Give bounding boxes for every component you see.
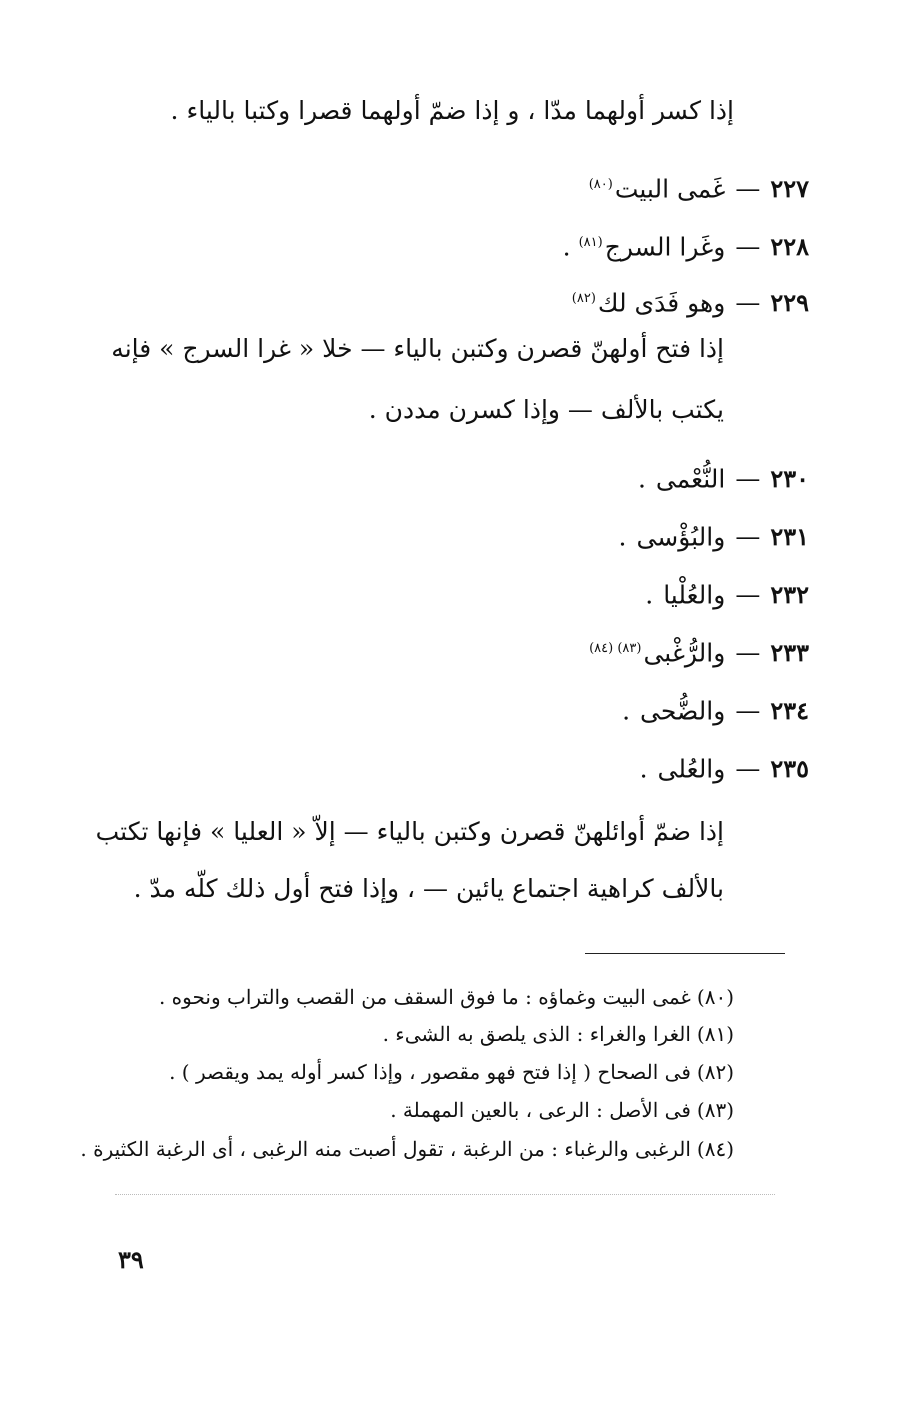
entry-235: ٢٣٥—والعُلى . [639,754,809,784]
entry-end: . [645,580,662,610]
page-number: ٣٩ [118,1245,144,1274]
para2-line1: إذا ضمّ أوائلهنّ قصرن وكتبن بالياء — إلاّ « العليا » فإنها تكتب [95,817,724,846]
footnote-83 [390,1096,734,1124]
footnote-text: الغرا والغراء : الذى يلصق به الشىء . [382,1022,691,1046]
entry-231: ٢٣١—والبُؤْسى . [618,522,809,552]
footnote-number: (٨٤) [696,1137,734,1161]
entry-word: النُّعْمى [655,464,726,494]
entry-number: ٢٣١ [770,522,809,552]
footnote-80 [159,983,734,1011]
footnote-number: (٨١) [696,1022,734,1046]
footnote-separator [585,953,785,954]
footnote-ref: (٨٢) [571,291,596,306]
footnote-number: (٨٠) [696,985,734,1009]
para1-line1: إذا فتح أولهنّ قصرن وكتبن بالياء — خلا « غرا السرج » فإنه [111,334,724,363]
entry-word: والبُؤْسى [636,522,726,552]
entry-number: ٢٣٣ [770,638,809,668]
entry-227: ٢٢٧—غَمى البيت$^{(٨٠)}$ [588,174,809,204]
footnote-84 [80,1135,734,1163]
entry-229: ٢٢٩—وهو فَدَى لك$^{(٨٢)}$ [571,288,809,318]
entry-232: ٢٣٢—والعُلْيا . [645,580,809,610]
entry-word: وغَرا السرج [604,232,726,262]
entry-number: ٢٣٤ [770,696,809,726]
entry-number: ٢٢٧ [770,174,809,204]
entry-end: . [562,232,579,262]
footnote-ref: (٨٣) (٨٤) [589,641,642,656]
footnote-82 [169,1058,734,1086]
entry-end: . [622,696,639,726]
entry-word: غَمى البيت [614,174,726,204]
footnote-ref: (٨١) [578,235,603,250]
entry-word: وهو فَدَى لك [597,288,726,318]
entry-233: ٢٣٣—والرُّغْبى$^{(٨٣) (٨٤)}$ [589,638,809,668]
para1-line2: يكتب بالألف — وإذا كسرن مددن . [368,395,724,424]
entry-230: ٢٣٠—النُّعْمى . [637,464,809,494]
para2-line2: بالألف كراهية اجتماع يائين — ، وإذا فتح أول ذلك كلّه مدّ . [133,874,724,903]
scan-artifact [115,1194,775,1195]
footnote-number: (٨٢) [696,1060,734,1084]
footnote-text: الرغبى والرغباء : من الرغبة ، تقول أصبت منه الرغبى ، أى الرغبة الكثيرة . [80,1137,691,1161]
entry-number: ٢٣٢ [770,580,809,610]
entry-number: ٢٢٩ [770,288,809,318]
entry-word: والعُلْيا [663,580,726,610]
entry-number: ٢٢٨ [770,232,809,262]
entry-end: . [639,754,656,784]
entry-234: ٢٣٤—والضُّحى . [622,696,809,726]
entry-number: ٢٣٥ [770,754,809,784]
footnote-text: فى الصحاح ( إذا فتح فهو مقصور ، وإذا كسر أوله يمد ويقصر ) . [169,1060,691,1084]
footnote-text: غمى البيت وغماؤه : ما فوق السقف من القصب والتراب ونحوه . [158,985,691,1009]
entry-end: . [618,522,635,552]
footnote-81 [383,1020,734,1048]
entry-word: والضُّحى [640,696,726,726]
entry-number: ٢٣٠ [770,464,809,494]
entry-word: والعُلى [657,754,726,784]
entry-end: . [637,464,654,494]
footnote-text: فى الأصل : الرعى ، بالعين المهملة . [390,1098,691,1122]
intro-line: إذا كسر أولهما مدّا ، و إذا ضمّ أولهما قصرا وكتبا بالياء . [170,96,734,125]
entry-word: والرُّغْبى [643,638,726,668]
footnote-number: (٨٣) [696,1098,734,1122]
entry-228: ٢٢٨—وغَرا السرج$^{(٨١)}$ . [562,232,809,262]
footnote-ref: (٨٠) [588,177,613,192]
